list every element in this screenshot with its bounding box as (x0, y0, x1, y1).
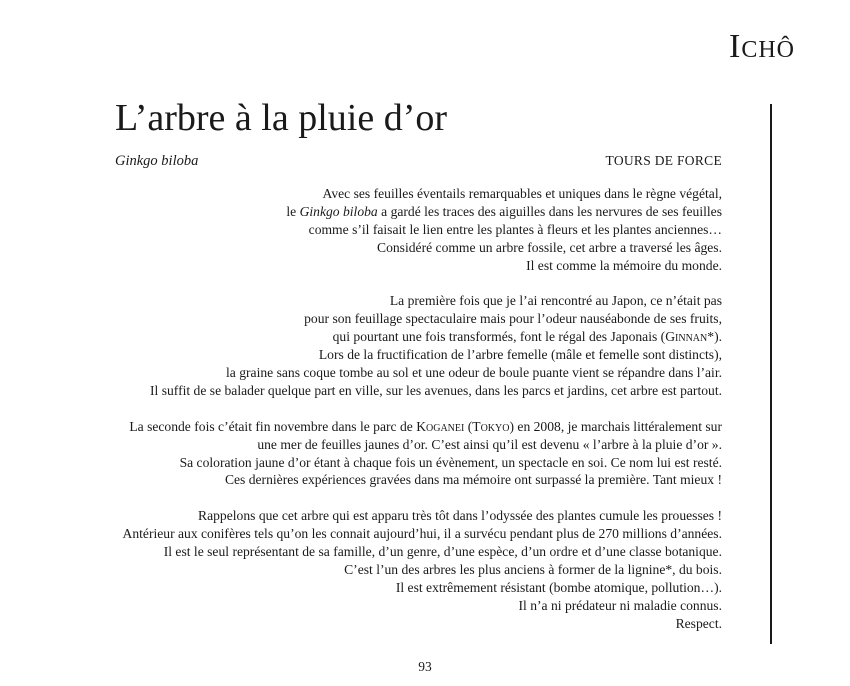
text-line: Antérieur aux conifères tels qu’on les connait aujourd’hui, il a survécu pendant plus de 270 millions d’années. (122, 526, 722, 542)
text-line: Considéré comme un arbre fossile, cet arbre a traversé les âges. (377, 239, 722, 255)
text-line: Il est extrêmement résistant (bombe atomique, pollution…). (395, 579, 722, 595)
glossary-term: Ginnan* (665, 329, 715, 345)
paragraph-1 (80, 185, 722, 275)
latin-name: Ginkgo biloba (115, 153, 199, 169)
text-line: La seconde fois c’était fin novembre dans le parc de Koganei (Tokyo) en 2008, je marchais littéralement sur (129, 418, 722, 434)
category-label: TOURS DE FORCE (605, 153, 722, 168)
paragraph-3 (80, 418, 722, 490)
text-line: le Ginkgo biloba a gardé les traces des aiguilles dans les nervures de ses feuilles (286, 203, 722, 219)
page-title: L’arbre à la pluie d’or (115, 97, 447, 139)
text-line: Il n’a ni prédateur ni maladie connus. (518, 597, 722, 613)
text-line: Rappelons que cet arbre qui est apparu très tôt dans l’odyssée des plantes cumule les prouesses ! (198, 508, 722, 524)
chapter-title: Ichô (729, 28, 795, 65)
text-line: La première fois que je l’ai rencontré au Japon, ce n’était pas (389, 293, 722, 309)
text-line: Il suffit de se balader quelque part en ville, sur les avenues, dans les parcs et jardins, cet arbre est partout. (150, 382, 722, 398)
text-line: Ces dernières expériences gravées dans ma mémoire ont surpassé la première. Tant mieux ! (224, 472, 722, 488)
text-line: qui pourtant une fois transformés, font le régal des Japonais (Ginnan*). (332, 329, 722, 345)
text-line: une mer de feuilles jaunes d’or. C’est ainsi qu’il est devenu « l’arbre à la pluie d’or ». (257, 436, 722, 452)
text-line: C’est l’un des arbres les plus anciens à former de la lignine*, du bois. (344, 561, 722, 577)
place-name: Koganei (416, 418, 465, 434)
subhead (115, 152, 722, 170)
text-line: pour son feuillage spectaculaire mais pour l’odeur nauséabonde de ses fruits, (304, 311, 722, 327)
paragraph-2 (80, 292, 722, 399)
paragraph-4 (80, 507, 722, 632)
text-line: Respect. (675, 615, 722, 631)
body-text (80, 185, 722, 651)
text-line: Lors de la fructification de l’arbre femelle (mâle et femelle sont distincts), (318, 347, 722, 363)
text-line: comme s’il faisait le lien entre les plantes à fleurs et les plantes anciennes… (308, 221, 722, 237)
text-line: Il est le seul représentant de sa famille, d’un genre, d’une espèce, d’un ordre et d’une classe botanique. (163, 544, 722, 560)
latin-name-inline: Ginkgo biloba (299, 203, 378, 219)
text-line: Il est comme la mémoire du monde. (526, 257, 722, 273)
vertical-rule (770, 104, 772, 644)
text-line: la graine sans coque tombe au sol et une odeur de boule puante vient se répandre dans l’air. (226, 365, 722, 381)
text-line: Sa coloration jaune d’or étant à chaque fois un évènement, un spectacle en soi. Ce nom lui est resté. (179, 454, 722, 470)
page-number: 93 (418, 659, 432, 674)
text-line: Avec ses feuilles éventails remarquables et uniques dans le règne végétal, (322, 186, 722, 201)
place-name: Tokyo (472, 418, 510, 434)
